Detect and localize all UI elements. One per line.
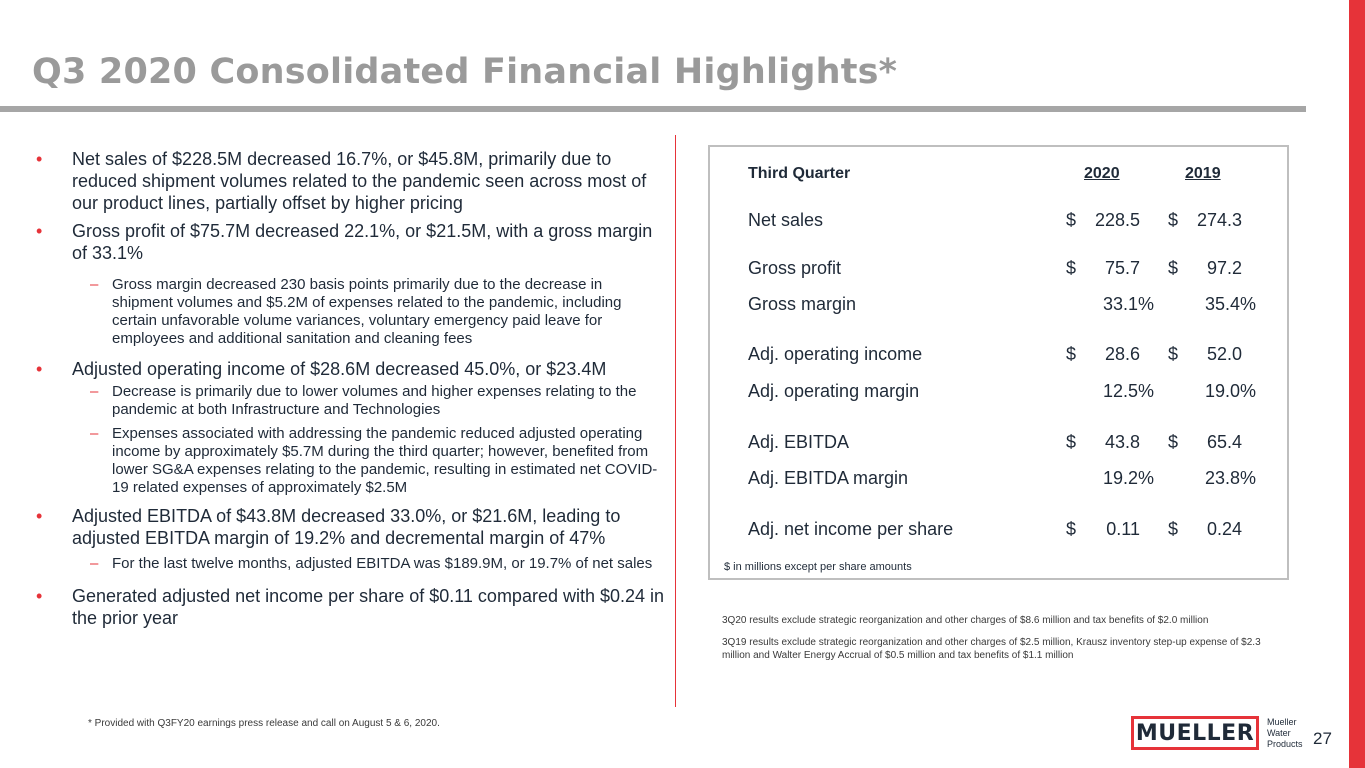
bullet-net-income: • Generated adjusted net income per share of $0.11 compared with $0.24 in the prior year bbox=[36, 585, 666, 629]
logo-subtext bbox=[1267, 717, 1303, 750]
value-2019: 19.0% bbox=[1204, 381, 1256, 401]
row-label: Adj. EBITDA margin bbox=[748, 468, 909, 488]
value-2019: 97.2 bbox=[1206, 258, 1242, 278]
highlights-list bbox=[36, 148, 666, 629]
value-2020: 12.5% bbox=[1102, 381, 1154, 401]
row-label: Adj. net income per share bbox=[748, 519, 954, 539]
footnote-3q20: 3Q20 results exclude strategic reorganization and other charges of $8.6 million and tax benefits of $2.0 million bbox=[722, 615, 1209, 626]
currency-symbol: $ bbox=[1066, 432, 1077, 452]
value-2020: 43.8 bbox=[1104, 432, 1140, 452]
row-label: Adj. operating income bbox=[748, 344, 923, 364]
table-units-note: $ in millions except per share amounts bbox=[724, 561, 912, 573]
row-label: Gross margin bbox=[748, 294, 857, 314]
logo-sub-line: Products bbox=[1267, 739, 1303, 749]
row-label: Net sales bbox=[748, 210, 824, 230]
currency-symbol: $ bbox=[1168, 519, 1179, 539]
logo-sub-line: Mueller bbox=[1267, 717, 1297, 727]
value-2020: 75.7 bbox=[1104, 258, 1140, 278]
value-2019: 23.8% bbox=[1204, 468, 1256, 488]
footnote-asterisk: * Provided with Q3FY20 earnings press release and call on August 5 & 6, 2020. bbox=[88, 718, 440, 729]
bullet-gross-profit: • Gross profit of $75.7M decreased 22.1%, or $21.5M, with a gross margin of 33.1% bbox=[36, 220, 666, 264]
currency-symbol: $ bbox=[1066, 344, 1077, 364]
page-title: Q3 2020 Consolidated Financial Highlights* bbox=[32, 52, 898, 92]
row-label: Adj. EBITDA bbox=[748, 432, 850, 452]
sub-bullet-expenses: – Expenses associated with addressing the pandemic reduced adjusted operating income by approximately $5.7M during the third quarter; however, benefited from lower SG&A expenses relating to the pandemic, resulting in estimated net COVID-19 related expenses of approximately $2.5M bbox=[36, 425, 666, 497]
logo-wordmark: MUELLER bbox=[1135, 720, 1255, 746]
table-header-2019: 2019 bbox=[1185, 165, 1221, 182]
currency-symbol: $ bbox=[1168, 344, 1179, 364]
sub-bullet-gross-margin: – Gross margin decreased 230 basis points primarily due to the decrease in shipment volumes and $5.2M of expenses related to the pandemic, including certain unfavorable volume variances, voluntary emergency paid leave for employees and additional sanitation and cleaning fees bbox=[36, 276, 666, 348]
footnote-3q19: 3Q19 results exclude strategic reorganization and other charges of $2.5 million, Krausz inventory step-up expense of $2.3 million and Walter Energy Accrual of $0.5 million and tax benefits of $1.1 million bbox=[722, 637, 1261, 661]
value-2019: 65.4 bbox=[1206, 432, 1242, 452]
title-divider bbox=[0, 106, 1306, 112]
row-label: Adj. operating margin bbox=[748, 381, 920, 401]
currency-symbol: $ bbox=[1168, 432, 1179, 452]
table-header-2020: 2020 bbox=[1084, 165, 1120, 182]
column-divider bbox=[675, 135, 676, 707]
currency-symbol: $ bbox=[1066, 519, 1077, 539]
currency-symbol: $ bbox=[1066, 210, 1077, 230]
table-header-label: Third Quarter bbox=[748, 165, 851, 182]
bullet-net-sales: • Net sales of $228.5M decreased 16.7%, or $45.8M, primarily due to reduced shipment volumes related to the pandemic seen across most of our product lines, partially offset by higher pricing bbox=[36, 148, 666, 214]
currency-symbol: $ bbox=[1168, 258, 1179, 278]
value-2019: 52.0 bbox=[1206, 344, 1242, 364]
bullet-operating-income: • Adjusted operating income of $28.6M decreased 45.0%, or $23.4M bbox=[36, 358, 666, 380]
right-accent-bar bbox=[1349, 0, 1365, 768]
value-2020: 33.1% bbox=[1102, 294, 1154, 314]
currency-symbol: $ bbox=[1168, 210, 1179, 230]
sub-bullet-decrease: – Decrease is primarily due to lower volumes and higher expenses relating to the pandemic at both Infrastructure and Technologies bbox=[36, 383, 666, 419]
bullet-ebitda: • Adjusted EBITDA of $43.8M decreased 33.0%, or $21.6M, leading to adjusted EBITDA margin of 19.2% and decremental margin of 47% bbox=[36, 505, 666, 549]
value-2020: 0.11 bbox=[1106, 519, 1140, 539]
value-2019: 274.3 bbox=[1196, 210, 1242, 230]
page-number: 27 bbox=[1313, 729, 1332, 748]
value-2020: 228.5 bbox=[1094, 210, 1140, 230]
value-2020: 28.6 bbox=[1104, 344, 1140, 364]
financial-table bbox=[708, 145, 1289, 580]
value-2019: 35.4% bbox=[1204, 294, 1256, 314]
value-2020: 19.2% bbox=[1102, 468, 1154, 488]
mueller-logo bbox=[1131, 716, 1259, 750]
value-2019: 0.24 bbox=[1206, 519, 1242, 539]
sub-bullet-ltm-ebitda: – For the last twelve months, adjusted EBITDA was $189.9M, or 19.7% of net sales bbox=[36, 555, 666, 573]
logo-sub-line: Water bbox=[1267, 728, 1291, 738]
row-label: Gross profit bbox=[748, 258, 842, 278]
currency-symbol: $ bbox=[1066, 258, 1077, 278]
